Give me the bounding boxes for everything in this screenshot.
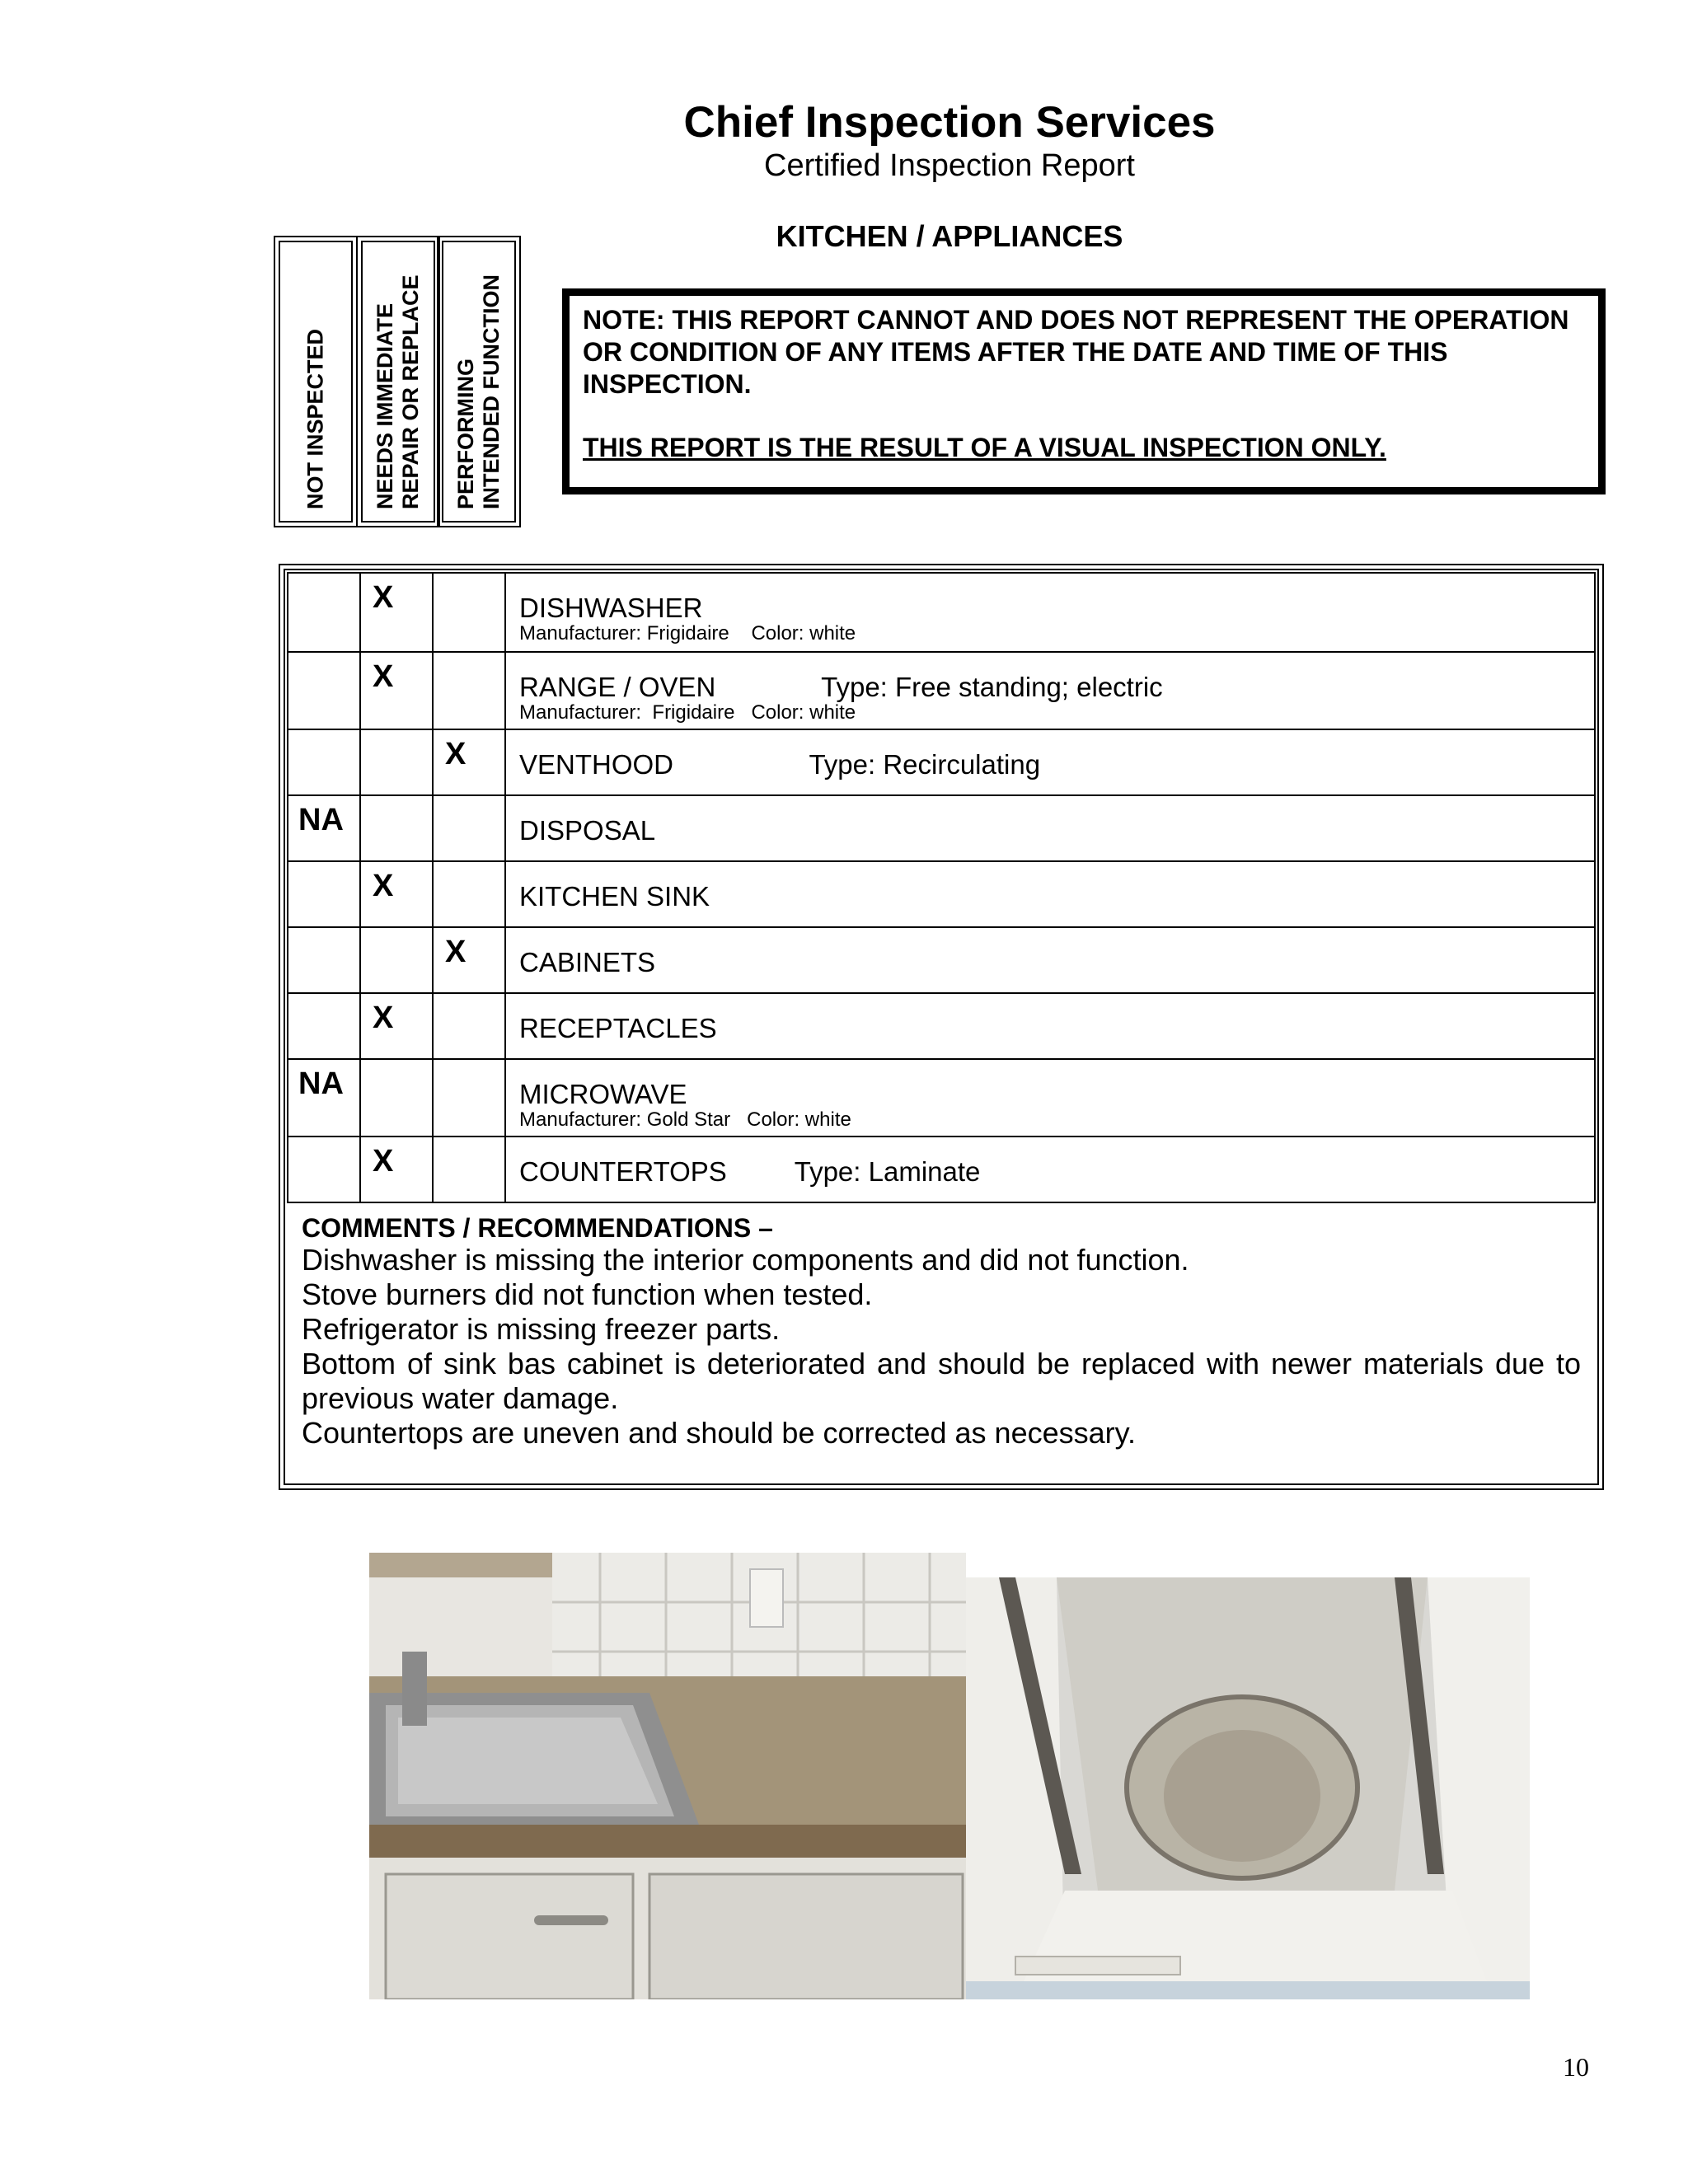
comment-line: Bottom of sink bas cabinet is deteriorated and should be replaced with newer materials due to previous water damage. [302,1347,1581,1415]
item-name: CABINETS [519,947,656,977]
comment-line: Dishwasher is missing the interior components and did not function. [302,1243,1189,1277]
not-inspected-cell [288,1137,360,1202]
item-detail: Manufacturer: Gold Star Color: white [519,1108,851,1131]
not-inspected-cell: NA [288,1059,360,1137]
table-row [288,729,1595,795]
item-description-cell [505,1059,1595,1137]
item-description-cell [505,1137,1595,1202]
legend-not-inspected-label: NOT INSPECTED [302,328,328,509]
needs-repair-cell [360,1059,433,1137]
needs-repair-cell [360,795,433,861]
needs-repair-cell [360,729,433,795]
legend-not-inspected [279,241,353,523]
table-row [288,1059,1595,1137]
report-subtitle: Certified Inspection Report [764,148,1135,183]
comments-heading: COMMENTS / RECOMMENDATIONS – [302,1213,773,1243]
visual-only-text: THIS REPORT IS THE RESULT OF A VISUAL INSPECTION ONLY. [583,433,1386,462]
legend-performing-label: PERFORMING INTENDED FUNCTION [453,274,504,509]
not-inspected-cell [288,729,360,795]
item-name: VENTHOOD Type: Recirculating [519,749,1041,780]
item-name: DISHWASHER [519,593,703,623]
table-row [288,1137,1595,1202]
item-description-cell [505,993,1595,1059]
item-name: RANGE / OVEN Type: Free standing; electric [519,672,1163,702]
needs-repair-cell: X [360,861,433,927]
needs-repair-cell [360,927,433,993]
comments-section [287,1208,1596,1451]
item-description-cell [505,927,1595,993]
performing-cell [433,573,505,652]
disclaimer-text: NOTE: THIS REPORT CANNOT AND DOES NOT REPRESENT THE OPERATION OR CONDITION OF ANY ITEMS AFTER THE DATE AND TIME OF THIS INSPECTION. [583,305,1569,399]
performing-cell [433,652,505,729]
dishwasher-photo [966,1577,1530,1999]
legend-performing [442,241,516,523]
comment-line: Countertops are uneven and should be corrected as necessary. [302,1416,1136,1450]
section-title: KITCHEN / APPLIANCES [776,219,1123,253]
kitchen-sink-image [369,1553,966,1999]
comments-list [302,1243,1581,1451]
items-table [287,572,1596,1203]
item-description-cell [505,861,1595,927]
disclaimer-note [562,288,1606,494]
table-row [288,993,1595,1059]
not-inspected-cell [288,927,360,993]
item-name: MICROWAVE [519,1079,687,1109]
needs-repair-cell: X [360,1137,433,1202]
item-name: KITCHEN SINK [519,881,710,912]
not-inspected-cell [288,573,360,652]
needs-repair-cell: X [360,573,433,652]
table-row [288,573,1595,652]
dishwasher-image [966,1577,1530,1999]
kitchen-sink-photo [369,1553,966,1999]
table-row [288,652,1595,729]
table-row [288,861,1595,927]
legend-needs-repair [361,241,435,523]
not-inspected-cell: NA [288,795,360,861]
needs-repair-cell: X [360,652,433,729]
comment-line: Refrigerator is missing freezer parts. [302,1312,781,1346]
item-detail: Manufacturer: Frigidaire Color: white [519,622,856,644]
table-row [288,927,1595,993]
performing-cell: X [433,927,505,993]
table-row [288,795,1595,861]
company-title: Chief Inspection Services [683,98,1216,147]
item-name: DISPOSAL [519,815,656,846]
item-description-cell [505,795,1595,861]
legend-needs-repair-label: NEEDS IMMEDIATE REPAIR OR REPLACE [373,274,423,509]
performing-cell [433,795,505,861]
page-number: 10 [1563,2052,1589,2082]
not-inspected-cell [288,861,360,927]
performing-cell [433,1137,505,1202]
performing-cell: X [433,729,505,795]
performing-cell [433,861,505,927]
item-name: COUNTERTOPS Type: Laminate [519,1156,981,1187]
performing-cell [433,1059,505,1137]
item-detail: Manufacturer: Frigidaire Color: white [519,701,856,724]
item-name: RECEPTACLES [519,1013,717,1043]
not-inspected-cell [288,652,360,729]
item-description-cell [505,729,1595,795]
item-description-cell [505,652,1595,729]
performing-cell [433,993,505,1059]
item-description-cell [505,573,1595,652]
needs-repair-cell: X [360,993,433,1059]
inspection-table [279,564,1604,1490]
not-inspected-cell [288,993,360,1059]
comment-line: Stove burners did not function when tested. [302,1277,873,1311]
